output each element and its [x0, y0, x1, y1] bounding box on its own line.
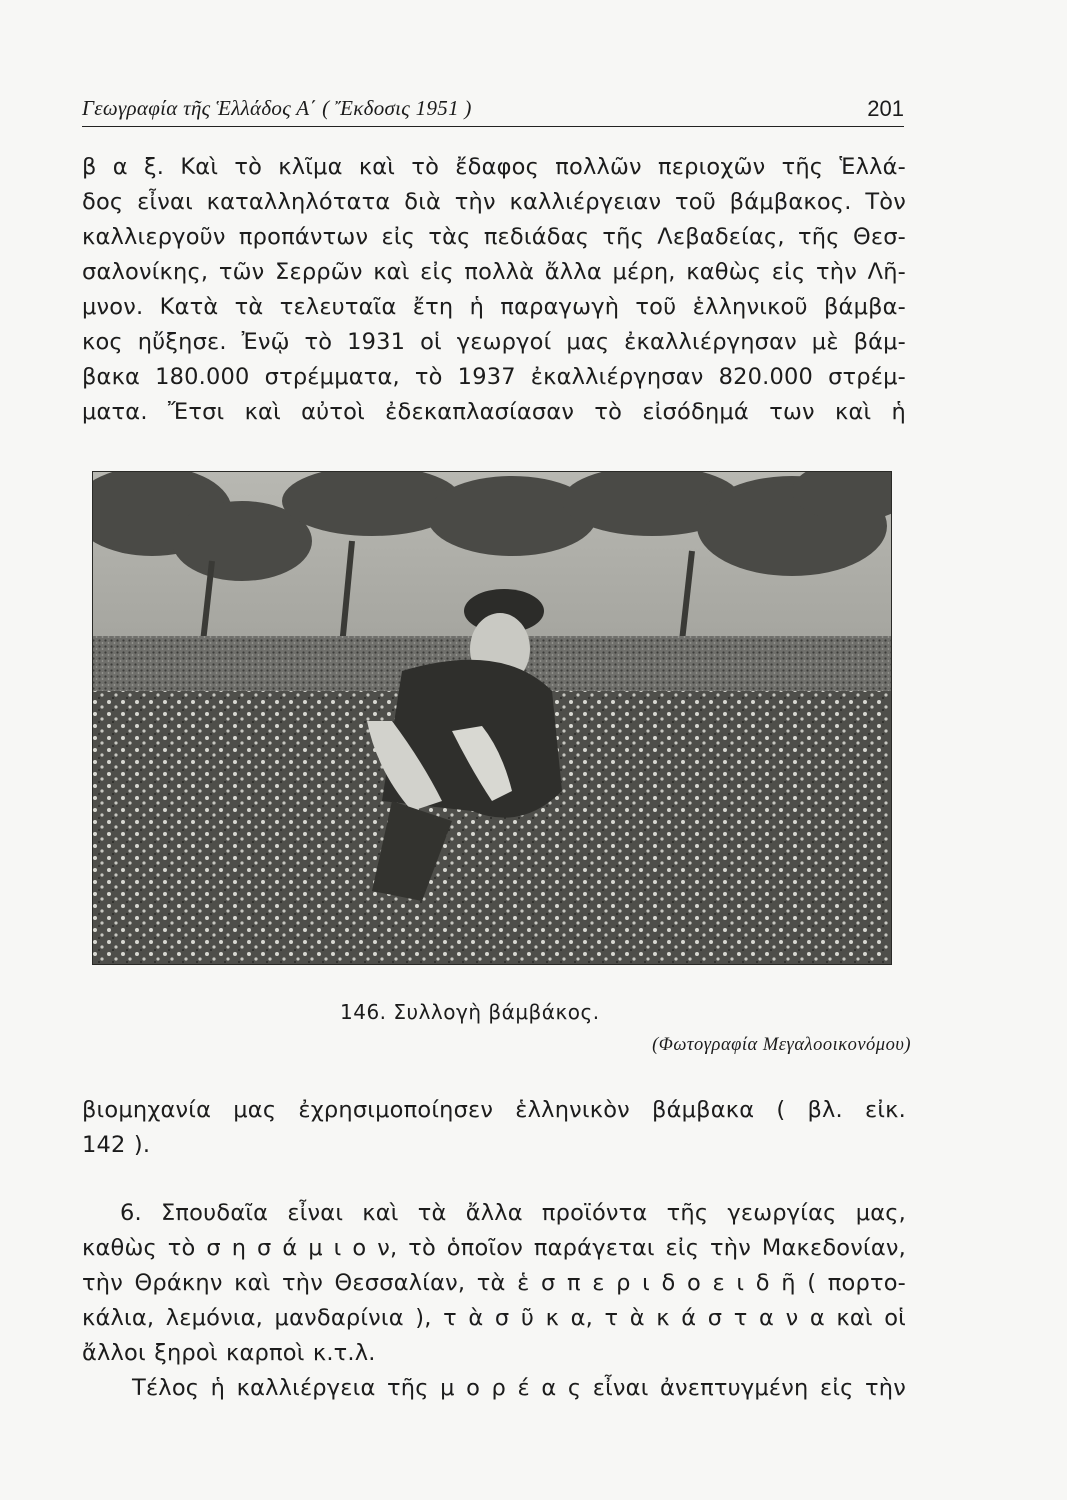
text-line: βακα 180.000 στρέμματα, τὸ 1937 ἐκαλλιέργησαν 820.000 στρέμ-	[82, 364, 906, 390]
paragraph-top	[82, 150, 906, 430]
text-line: καλλιεργοῦν προπάντων εἰς τὰς πεδιάδας τῆς Λεβαδείας, τῆς Θεσ-	[82, 224, 906, 250]
text-line: καθὼς τὸ σ η σ ά μ ι ο ν, τὸ ὁποῖον παράγεται εἰς τὴν Μακεδονίαν,	[82, 1235, 906, 1261]
text-line: β α ξ. Καὶ τὸ κλῖμα καὶ τὸ ἔδαφος πολλῶν περιοχῶν τῆς Ἑλλά-	[82, 154, 906, 180]
running-title: Γεωγραφία τῆς Ἑλλάδος Α΄ ( Ἔκδοσις 1951 )	[82, 96, 472, 120]
page-header	[82, 96, 904, 127]
paragraph-middle	[82, 1093, 906, 1163]
text-line: σαλονίκης, τῶν Σερρῶν καὶ εἰς πολλὰ ἄλλα μέρη, καθὼς εἰς τὴν Λῆ-	[82, 259, 906, 285]
text-line: ματα. Ἔτσι καὶ αὐτοὶ ἐδεκαπλασίασαν τὸ εἰσόδημά των καὶ ἡ	[82, 399, 906, 425]
paragraph-bottom	[82, 1196, 906, 1406]
text-line: μνον. Κατὰ τὰ τελευταῖα ἔτη ἡ παραγωγὴ τοῦ ἑλληνικοῦ βάμβα-	[82, 294, 906, 320]
photo-credit: (Φωτογραφία Μεγαλοοικονόμου)	[652, 1035, 911, 1055]
text-line: δος εἶναι καταλληλότατα διὰ τὴν καλλιέργειαν τοῦ βάμβακος. Τὸν	[82, 189, 906, 215]
text-line: κάλια, λεμόνια, μανδαρίνια ), τ ὰ σ ῦ κ α, τ ὰ κ ά σ τ α ν α καὶ οἱ	[82, 1305, 906, 1331]
text-line: 6. Σπουδαῖα εἶναι καὶ τὰ ἄλλα προϊόντα τῆς γεωργίας μας,	[120, 1200, 906, 1226]
figure-caption: 146. Συλλογὴ βάμβάκος.	[340, 1000, 600, 1024]
cotton-harvest-photo	[92, 471, 892, 965]
text-line: 142 ).	[82, 1132, 151, 1158]
text-line: τὴν Θράκην καὶ τὴν Θεσσαλίαν, τὰ ἑ σ π ε ρ ι δ ο ε ι δ ῆ ( πορτο-	[82, 1270, 906, 1296]
text-line: ἄλλοι ξηροὶ καρποὶ κ.τ.λ.	[82, 1340, 376, 1366]
page-number: 201	[867, 96, 904, 121]
text-line: κος ηὔξησε. Ἐνῷ τὸ 1931 οἱ γεωργοί μας ἐκαλλιέργησαν μὲ βάμ-	[82, 329, 906, 355]
text-line: Τέλος ἡ καλλιέργεια τῆς μ ο ρ έ α ς εἶναι ἀνεπτυγμένη εἰς τὴν	[132, 1375, 906, 1401]
text-line: βιομηχανία μας ἐχρησιμοποίησεν ἑλληνικὸν βάμβακα ( βλ. εἰκ.	[82, 1097, 906, 1123]
